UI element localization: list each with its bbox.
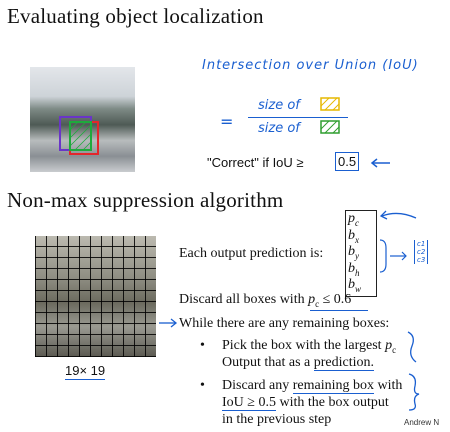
bullet1-line2: Output that as a prediction. <box>222 355 375 370</box>
grid-image-19x19 <box>35 236 156 357</box>
vector-bx: $b_x$ <box>348 227 359 245</box>
pc-pointer-arrow-icon <box>378 206 418 224</box>
hatched-yellow-icon <box>320 97 340 111</box>
iou-denominator: size of <box>258 121 300 136</box>
bullet2-line3: in the previous step <box>222 412 332 427</box>
output-prediction-text: Each output prediction is: <box>179 246 324 261</box>
grid-size-label: 19× 19 <box>65 363 106 378</box>
hatched-green-icon <box>320 120 340 134</box>
class-c3: c3 <box>417 256 426 264</box>
output-vector <box>345 210 377 297</box>
class-c1: c1 <box>417 240 426 248</box>
road-image <box>30 67 135 172</box>
class-vector <box>414 240 428 264</box>
author-footer: Andrew N <box>404 418 440 427</box>
arrow-left-icon <box>370 158 392 168</box>
bullet2-bracket-icon <box>405 372 423 412</box>
vector-by: $b_y$ <box>348 244 359 261</box>
iou-numerator: size of <box>258 98 300 113</box>
pc-underline-bracket-icon <box>402 330 422 364</box>
correct-condition-text: "Correct" if IoU ≥ <box>207 155 304 170</box>
discard-underline <box>310 310 368 311</box>
iou-equals: = <box>220 112 234 131</box>
while-arrow-icon <box>158 318 178 328</box>
title-evaluating-localization: Evaluating object localization <box>7 4 264 28</box>
vector-bh: $b_h$ <box>348 260 360 278</box>
bullet2-line1: Discard any remaining box with <box>222 378 403 393</box>
title-nms: Non-max suppression algorithm <box>7 188 284 212</box>
bullet2-line2: IoU ≥ 0.5 with the box output <box>222 395 389 410</box>
bullet-1: • <box>200 338 205 353</box>
bullet-2: • <box>200 378 205 393</box>
while-loop-text: While there are any remaining boxes: <box>179 316 390 331</box>
iou-threshold-value: 0.5 <box>335 152 359 171</box>
vector-pc: $p_c$ <box>348 211 359 228</box>
discard-threshold-text: Discard all boxes with $p_c \le 0.6$ <box>179 292 352 309</box>
bounding-boxes-overlay <box>30 67 135 172</box>
vector-bracket-arrow-icon <box>378 236 412 276</box>
iou-handwritten-title: Intersection over Union (IoU) <box>202 58 419 73</box>
bullet1-line1: Pick the box with the largest $p_c$ <box>222 338 397 355</box>
class-c2: c2 <box>417 248 426 256</box>
fraction-bar <box>248 117 348 118</box>
vector-bw: $b_w$ <box>348 277 362 295</box>
